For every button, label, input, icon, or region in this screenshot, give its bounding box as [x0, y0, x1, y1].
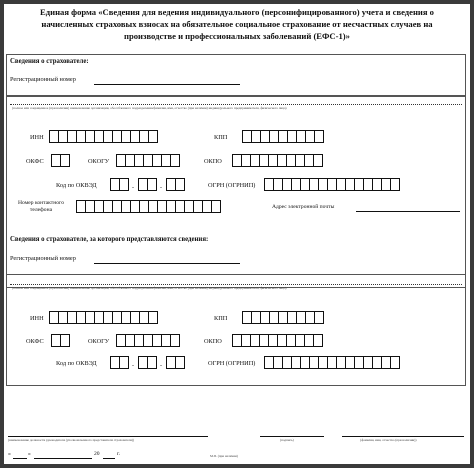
insurer-okved-cells-2[interactable] [138, 178, 157, 191]
date-year-prefix: 20 [94, 451, 100, 457]
okved-separator: . [160, 359, 162, 368]
title-line-1: Единая форма «Сведения для ведения индивидуального (персонифицированного) учета и сведения о [40, 7, 434, 17]
insurer-okogu-label: ОКОГУ [88, 158, 110, 165]
reported-ogrn-label: ОГРН (ОГРНИП) [208, 360, 256, 367]
reported-okved-cells-2[interactable] [138, 356, 157, 369]
insurer-okved-cells-3[interactable] [166, 178, 185, 191]
reported-okpo-label: ОКПО [204, 338, 222, 345]
signature-caption: (подпись) [280, 438, 294, 442]
reported-okved-label: Код по ОКВЭД [56, 360, 97, 367]
date-year-suffix: г. [117, 451, 121, 457]
date-day-field[interactable] [13, 458, 27, 459]
date-open-quote: « [8, 451, 11, 457]
insurer-okpo-cells[interactable] [232, 154, 323, 167]
reported-kpp-label: КПП [214, 315, 228, 322]
reported-kpp-cells[interactable] [242, 311, 324, 324]
reported-reg-number-field[interactable] [94, 263, 240, 264]
insurer-email-field[interactable] [356, 211, 460, 212]
okved-separator: . [132, 359, 134, 368]
insurer-email-label: Адрес электронной почты [272, 204, 335, 210]
reported-okfs-cells[interactable] [51, 334, 70, 347]
okved-separator: . [160, 181, 162, 190]
title-line-3: производстве и профессиональных заболеваний (ЕФС-1)» [124, 31, 350, 41]
date-month-field[interactable] [34, 458, 92, 459]
title-line-2: начисленных страховых взносах на обязательное социальное страхование от несчастных случаев на [41, 19, 433, 29]
full-name-field[interactable] [342, 436, 464, 437]
insurer-inn-cells[interactable] [49, 130, 158, 143]
reported-inn-cells[interactable] [49, 311, 158, 324]
form-title [4, 6, 470, 42]
insurer-ogrn-cells[interactable] [264, 178, 400, 191]
reported-okpo-cells[interactable] [232, 334, 323, 347]
reported-details-box [6, 274, 466, 386]
form-page [4, 4, 470, 464]
insurer-section-heading: Сведения о страхователе: [10, 58, 89, 65]
okved-separator: . [132, 181, 134, 190]
insurer-okfs-cells[interactable] [51, 154, 70, 167]
insurer-reg-number-label: Регистрационный номер [10, 76, 76, 83]
insurer-ogrn-label: ОГРН (ОГРНИП) [208, 182, 256, 189]
position-caption: (наименование должности руководителя (уполномоченного представителя страхователя)) [8, 438, 135, 442]
reported-okogu-label: ОКОГУ [88, 338, 110, 345]
reported-section-heading: Сведения о страхователе, за которого представляются сведения: [10, 236, 209, 243]
reported-org-name-field[interactable] [10, 284, 462, 285]
insurer-inn-label: ИНН [30, 134, 44, 141]
insurer-kpp-label: КПП [214, 134, 228, 141]
reported-okfs-label: ОКФС [26, 338, 44, 345]
position-field[interactable] [8, 436, 208, 437]
insurer-reg-number-field[interactable] [94, 84, 240, 85]
reported-inn-label: ИНН [30, 315, 44, 322]
signature-field[interactable] [260, 436, 324, 437]
insurer-org-name-field[interactable] [10, 104, 462, 105]
insurer-okogu-cells[interactable] [116, 154, 180, 167]
reported-okved-cells-1[interactable] [110, 356, 129, 369]
reported-okved-cells-3[interactable] [166, 356, 185, 369]
insurer-phone-cells[interactable] [76, 200, 221, 213]
reported-org-name-caption: (полное или сокращенное (при наличии) наименование организации, обособленного подразделения/фамилия, имя, отчество (при наличии) индивидуального предпринимателя, физического лица) [12, 286, 287, 290]
reported-okogu-cells[interactable] [116, 334, 180, 347]
insurer-okfs-label: ОКФС [26, 158, 44, 165]
full-name-caption: (фамилия, имя, отчество (при наличии)) [360, 438, 417, 442]
insurer-okved-cells-1[interactable] [110, 178, 129, 191]
date-close-quote: » [28, 451, 31, 457]
insurer-okved-label: Код по ОКВЭД [56, 182, 97, 189]
insurer-org-name-caption: (полное или сокращенное (при наличии) наименование организации, обособленного подразделения/фамилия, имя, отчество (при наличии) индивидуального предпринимателя, физического лица) [12, 106, 287, 110]
reported-ogrn-cells[interactable] [264, 356, 400, 369]
stamp-caption: М.П. (при наличии) [210, 454, 238, 458]
reported-reg-number-label: Регистрационный номер [10, 255, 76, 262]
date-year-field[interactable] [103, 458, 115, 459]
insurer-okpo-label: ОКПО [204, 158, 222, 165]
insurer-kpp-cells[interactable] [242, 130, 324, 143]
insurer-phone-label: Номер контактного телефона [18, 200, 64, 213]
